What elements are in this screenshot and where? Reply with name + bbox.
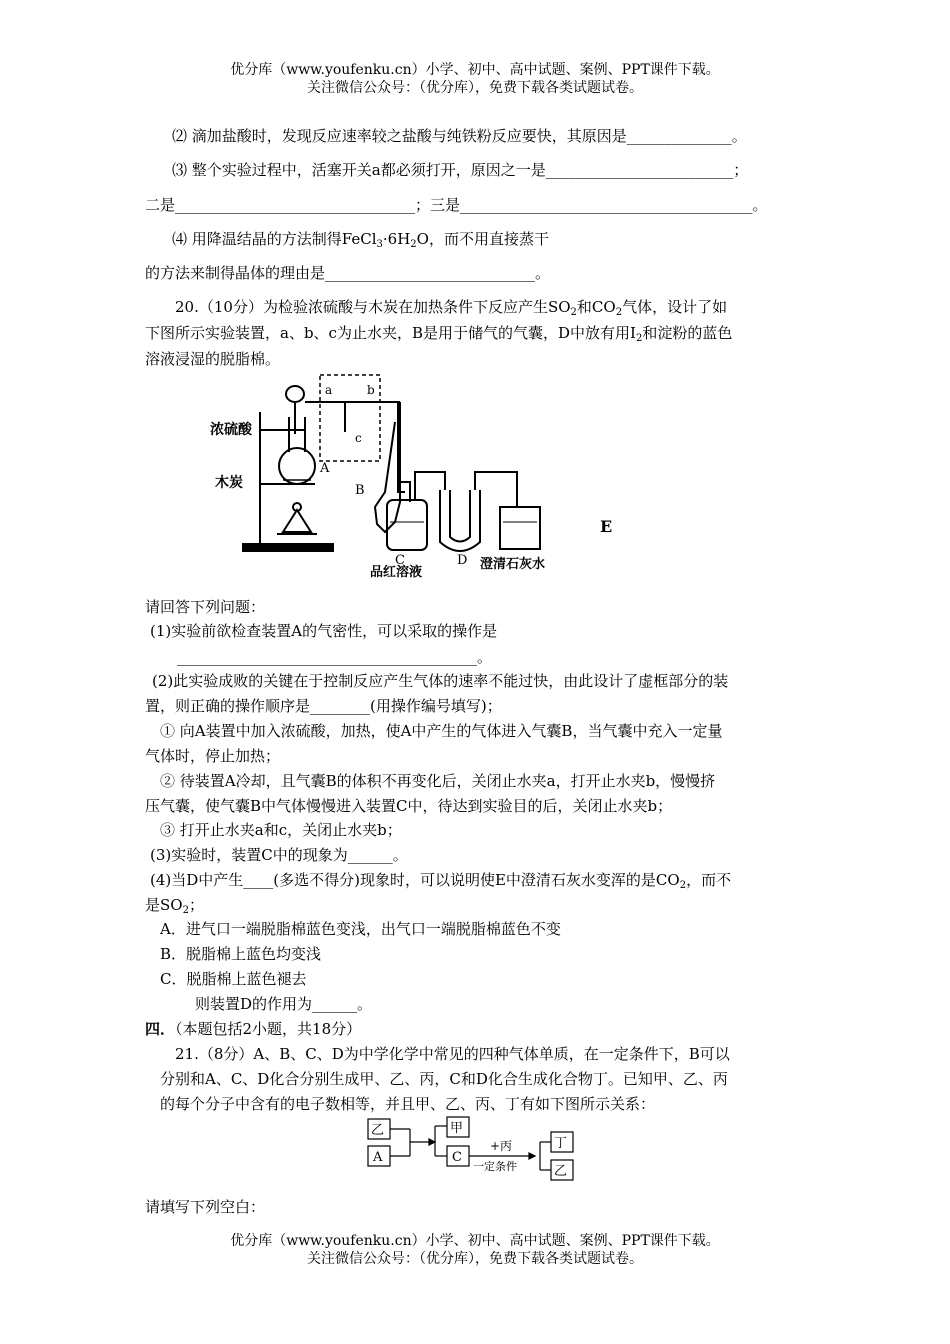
q20-sub1: (1)实验前欲检查装置A的气密性，可以采取的操作是 bbox=[150, 622, 498, 640]
q20-sub4-function: 则装置D的作用为______。 bbox=[195, 995, 373, 1013]
label-valve-b: b bbox=[367, 383, 375, 397]
q19-part4-line1: ⑷ 用降温结晶的方法制得$FeCl_3\cdot 6H_2O$，而不用直接蒸干 bbox=[172, 230, 549, 250]
diagram-plus-bing: +丙 bbox=[490, 1139, 513, 1153]
label-C: C bbox=[395, 553, 405, 568]
page-header-line1: 优分库（www.youfenku.cn）小学、初中、高中试题、案例、PPT课件下载。 bbox=[230, 62, 720, 78]
diagram-yi-right: 乙 bbox=[554, 1164, 568, 1179]
label-lime-water: 澄清石灰水 bbox=[480, 557, 546, 572]
q21-line2: 分别和A、C、D化合分别生成甲、乙、丙，C和D化合生成化合物丁。已知甲、乙、丙 bbox=[160, 1070, 728, 1088]
q20-option-c: C．脱脂棉上蓝色褪去 bbox=[160, 970, 307, 988]
label-B: B bbox=[355, 483, 365, 498]
q20-intro-line3: 溶液浸湿的脱脂棉。 bbox=[145, 350, 281, 368]
label-D: D bbox=[457, 553, 468, 568]
label-valve-a: a bbox=[325, 383, 333, 397]
q21-line1: 21.（8分）A、B、C、D为中学化学中常见的四种气体单质，在一定条件下，B可以 bbox=[175, 1045, 730, 1063]
label-A: A bbox=[320, 461, 330, 476]
diagram-C: C bbox=[452, 1150, 462, 1165]
label-E: E bbox=[600, 517, 613, 536]
q20-op2-line2: 压气囊，使气囊B中气体慢慢进入装置C中，待达到实验目的后，关闭止水夹b； bbox=[145, 797, 673, 815]
q20-sub2-line1: (2)此实验成败的关键在于控制反应产生气体的速率不能过快，由此设计了虚框部分的装 bbox=[152, 672, 729, 690]
q20-sub1-blank: ________________________________________。 bbox=[177, 648, 493, 666]
diagram-condition: 一定条件 bbox=[473, 1160, 517, 1173]
beaker-E bbox=[500, 507, 540, 549]
dropping-funnel bbox=[286, 386, 304, 402]
q20-sub4-line2: 是$SO_2$； bbox=[145, 896, 204, 916]
q20-intro-line1: 20.（10分）为检验浓硫酸与木炭在加热条件下反应产生$SO_2$和$CO_2$气体，设计了如 bbox=[175, 298, 728, 318]
q19-part2: ⑵ 滴加盐酸时，发现反应速率较之盐酸与纯铁粉反应要快，其原因是______________。 bbox=[172, 127, 747, 145]
q19-part4-line2: 的方法来制得晶体的理由是____________________________。 bbox=[145, 264, 551, 282]
label-acid: 浓硫酸 bbox=[210, 422, 252, 438]
q20-sub3: (3)实验时，装置C中的现象为______。 bbox=[150, 846, 408, 864]
stand-base bbox=[243, 544, 333, 551]
alcohol-lamp bbox=[283, 510, 311, 532]
q21-line3: 的每个分子中含有的电子数相等，并且甲、乙、丙、丁有如下图所示关系： bbox=[160, 1095, 656, 1113]
diagram-jia: 甲 bbox=[450, 1121, 464, 1136]
page-footer-line2: 关注微信公众号：（优分库），免费下载各类试题试卷。 bbox=[307, 1251, 643, 1267]
q20-op3: ③ 打开止水夹a和c，关闭止水夹b； bbox=[160, 821, 402, 839]
q20-op1-line2: 气体时，停止加热； bbox=[145, 747, 281, 765]
q20-sub4-line1: (4)当D中产生____(多选不得分)现象时，可以说明使E中澄清石灰水变浑的是$CO_2$，而不 bbox=[150, 871, 732, 891]
q21-relation-diagram bbox=[365, 1114, 580, 1184]
page-header-line2: 关注微信公众号：（优分库），免费下载各类试题试卷。 bbox=[307, 80, 643, 96]
q20-sub2-line2: 置，则正确的操作顺序是________(用操作编号填写)； bbox=[145, 697, 502, 715]
q20-op2-line1: ② 待装置A冷却，且气囊B的体积不再变化后，关闭止水夹a，打开止水夹b，慢慢挤 bbox=[160, 772, 716, 790]
diagram-yi-left: 乙 bbox=[371, 1123, 385, 1138]
diagram-ding: 丁 bbox=[554, 1136, 568, 1151]
section4-heading: 四．（本题包括2小题，共18分） bbox=[145, 1020, 362, 1038]
q20-option-b: B．脱脂棉上蓝色均变浅 bbox=[160, 945, 322, 963]
label-valve-c: c bbox=[355, 431, 362, 445]
label-charcoal: 木炭 bbox=[215, 475, 243, 491]
q20-op1-line1: ① 向A装置中加入浓硫酸，加热，使A中产生的气体进入气囊B，当气囊中充入一定量 bbox=[160, 722, 723, 740]
q20-apparatus-figure bbox=[205, 372, 625, 582]
q21-fill-prompt: 请填写下列空白： bbox=[145, 1198, 266, 1216]
diagram-A: A bbox=[373, 1150, 383, 1165]
flask-A bbox=[279, 448, 315, 484]
q20-intro-line2: 下图所示实验装置，a、b、c为止水夹，B是用于储气的气囊，D中放有用$I_2$和淀粉的蓝色 bbox=[145, 324, 733, 344]
q19-part3-line2: 二是________________________________；三是_______________________________________。 bbox=[145, 196, 768, 214]
q20-ask: 请回答下列问题： bbox=[145, 598, 266, 616]
q20-option-a: A．进气口一端脱脂棉蓝色变浅，出气口一端脱脂棉蓝色不变 bbox=[160, 920, 561, 938]
q19-part3-line1: ⑶ 整个实验过程中，活塞开关a都必须打开，原因之一是_________________________； bbox=[172, 161, 749, 179]
label-red-solution: 品红溶液 bbox=[370, 565, 423, 580]
page-footer-line1: 优分库（www.youfenku.cn）小学、初中、高中试题、案例、PPT课件下载。 bbox=[230, 1233, 720, 1249]
